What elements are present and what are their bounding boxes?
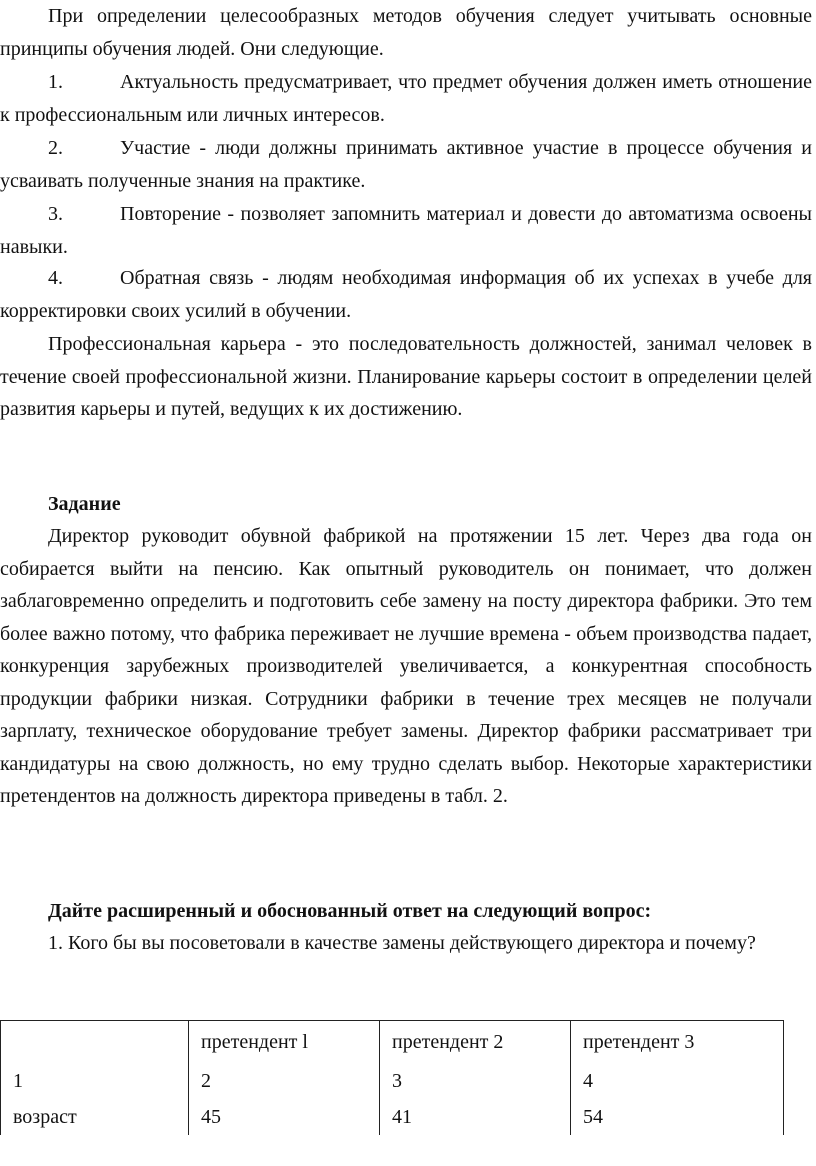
table-cell: претендент l — [189, 1021, 380, 1064]
principle-text: Повторение - позволяет запомнить материал и довести до автоматизма освоены навыки. — [0, 203, 812, 258]
question-paragraph: 1. Кого бы вы посоветовали в качестве замены действующего директора и почему? — [48, 932, 756, 954]
principle-text: Участие - люди должны принимать активное участие в процессе обучения и усваивать полученные знания на практике. — [0, 137, 812, 192]
principle-item-3 — [0, 198, 812, 263]
principle-number: 3. — [48, 203, 63, 225]
table-cell: 3 — [380, 1063, 571, 1099]
principle-text: Актуальность предусматривает, что предмет обучения должен иметь отношение к профессиональным или личных интересов. — [0, 71, 812, 126]
table-cell: 1 — [1, 1063, 189, 1099]
table-row — [1, 1099, 784, 1135]
table-row — [1, 1021, 784, 1064]
principle-text: Обратная связь - людям необходимая информация об их успехах в учебе для корректировки своих усилий в обучении. — [0, 267, 812, 322]
table-cell: возраст — [1, 1099, 189, 1135]
question-heading: Дайте расширенный и обоснованный ответ на следующий вопрос: — [48, 900, 652, 922]
task-paragraph: Директор руководит обувной фабрикой на протяжении 15 лет. Через два года он собирается выйти на пенсию. Как опытный руководитель он понимает, что должен заблаговременно определить и подготовить себе замену на посту директора фабрики. Это тем более важно потому, что фабрика переживает не лучшие времена - объем производства падает, конкуренция зарубежных производителей увеличивается, а конкурентная способность продукции фабрики низкая. Сотрудники фабрики в течение трех месяцев не получали зарплату, техническое оборудование требует замены. Директор фабрики рассматривает три кандидатуры на свою должность, но ему трудно сделать выбор. Некоторые характеристики претендентов на должность директора приведены в табл. 2. — [0, 525, 812, 807]
table-cell: 2 — [189, 1063, 380, 1099]
table-cell: претендент 2 — [380, 1021, 571, 1064]
principle-number: 4. — [48, 267, 63, 289]
task-heading: Задание — [48, 493, 121, 515]
table-row — [1, 1063, 784, 1099]
principle-item-1 — [0, 66, 812, 131]
table-cell: 54 — [571, 1099, 784, 1135]
table-cell: 45 — [189, 1099, 380, 1135]
intro-paragraph: При определении целесообразных методов обучения следует учитывать основные принципы обучения людей. Они следующие. — [0, 5, 812, 60]
table-cell: 41 — [380, 1099, 571, 1135]
table-cell — [1, 1021, 189, 1064]
career-paragraph: Профессиональная карьера - это последовательность должностей, занимал человек в течение своей профессиональной жизни. Планирование карьеры состоит в определении целей развития карьеры и путей, ведущих к их достижению. — [0, 333, 812, 420]
principle-number: 1. — [48, 71, 63, 93]
table-cell: 4 — [571, 1063, 784, 1099]
table-cell: претендент 3 — [571, 1021, 784, 1064]
principle-item-2 — [0, 132, 812, 197]
principle-item-4 — [0, 262, 812, 327]
principle-number: 2. — [48, 137, 63, 159]
candidates-table — [0, 1020, 784, 1135]
